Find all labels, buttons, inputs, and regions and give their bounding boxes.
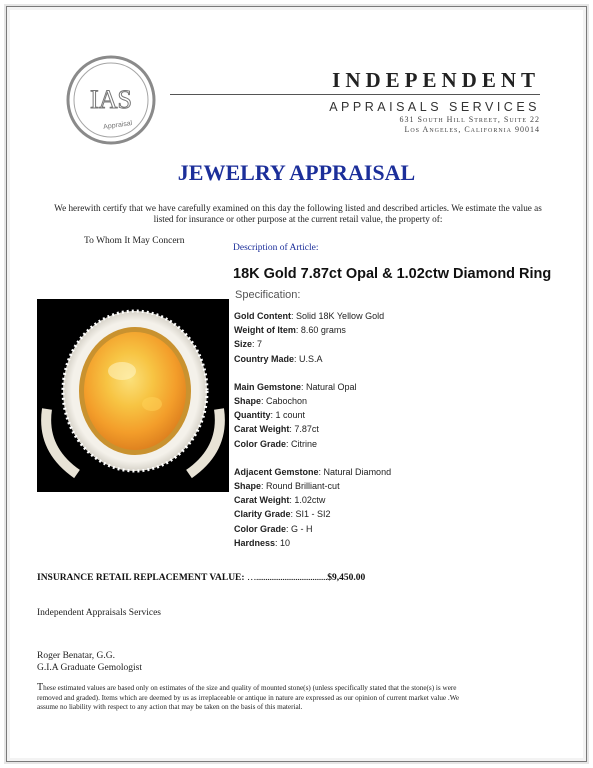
- spec-value: 7.87ct: [294, 424, 319, 435]
- disclaimer: [37, 683, 477, 713]
- spec-value: U.S.A: [299, 353, 323, 364]
- spec-value: SI1 - SI2: [295, 509, 331, 520]
- description-label: Description of Article:: [233, 243, 319, 253]
- spec-value: Solid 18K Yellow Gold: [296, 311, 385, 321]
- spec-key: Adjacent Gemstone: [234, 466, 319, 477]
- ias-logo: [66, 55, 156, 145]
- spec-key: Color Grade: [234, 523, 287, 534]
- spec-row: Shape: Round Brilliant-cut: [234, 481, 340, 492]
- company-address-line1: 631 South Hill Street, Suite 22: [399, 115, 540, 124]
- signer-title: G.I.A Graduate Gemologist: [37, 662, 143, 673]
- spec-row: Size: 7: [234, 339, 263, 350]
- spec-key: Gold Content: [234, 311, 291, 321]
- specifications: [234, 309, 564, 550]
- spec-value: Natural Diamond: [323, 466, 392, 477]
- recipient: To Whom It May Concern: [84, 236, 185, 246]
- spec-row: Carat Weight: 7.87ct: [234, 424, 319, 435]
- spec-value: Round Brilliant-cut: [266, 481, 340, 492]
- spec-key: Carat Weight: [234, 495, 290, 506]
- logo-caption: Appraisal: [102, 120, 133, 132]
- opal-stone: [84, 332, 186, 450]
- spec-value: G - H: [291, 523, 313, 534]
- spec-row: Carat Weight: 1.02ctw: [234, 495, 326, 506]
- spec-value: 7: [257, 339, 263, 350]
- header-rule: [170, 94, 540, 95]
- spec-key: Size: [234, 339, 253, 350]
- spec-row: Color Grade: Citrine: [234, 438, 318, 449]
- spec-key: Country Made: [234, 353, 295, 364]
- spec-row: Hardness: 10: [234, 537, 291, 548]
- spec-key: Main Gemstone: [234, 381, 302, 392]
- spec-row: Quantity: 1 count: [234, 410, 306, 421]
- signer-name: Roger Benatar, G.G.: [37, 651, 115, 661]
- spec-value: 1 count: [275, 410, 306, 421]
- disclaimer-text: hese estimated values are based only on estimates of the size and quality of mounted stone(s) (unless specifically stated that the stone(s) is were removed and graded). Items which are deemed by us as irreplaceable or antique in nature are expressed as our opinion of current market value .We assume no liability with respect to any action that may be taken on the basis of this material.: [37, 684, 460, 711]
- disclaimer-initial: T: [37, 682, 44, 693]
- spec-key: Hardness: [234, 537, 276, 548]
- spec-row: Main Gemstone: Natural Opal: [234, 381, 357, 392]
- company-address-line2: Los Angeles, California 90014: [404, 125, 540, 134]
- logo-monogram: IAS: [90, 85, 132, 114]
- spec-key: Quantity: [234, 410, 271, 421]
- company-name: INDEPENDENT: [332, 68, 540, 92]
- spec-value: 1.02ctw: [294, 495, 326, 506]
- spec-value: 10: [280, 537, 291, 548]
- insurance-value-line: [37, 573, 365, 583]
- issuer-name: Independent Appraisals Services: [37, 608, 161, 618]
- spec-key: Clarity Grade: [234, 509, 291, 520]
- page-title: JEWELRY APPRAISAL: [177, 160, 416, 185]
- spec-value: Cabochon: [266, 396, 308, 407]
- spec-key: Shape: [234, 481, 262, 492]
- spec-row: Weight of Item: 8.60 grams: [234, 325, 346, 336]
- insurance-amount: $9,450.00: [327, 573, 366, 583]
- specification-label: Specification:: [235, 289, 301, 301]
- spec-row: Color Grade: G - H: [234, 523, 313, 534]
- spec-key: Shape: [234, 396, 262, 407]
- spec-row: Clarity Grade: SI1 - SI2: [234, 509, 331, 520]
- spec-row: Gold Content: Solid 18K Yellow Gold: [234, 311, 385, 321]
- spec-row: Adjacent Gemstone: Natural Diamond: [234, 466, 392, 477]
- item-title: 18K Gold 7.87ct Opal & 1.02ctw Diamond Ring: [233, 266, 552, 282]
- spec-key: Color Grade: [234, 438, 287, 449]
- company-subtitle: APPRAISALS SERVICES: [329, 100, 540, 114]
- insurance-leader-dots: …......................................: [246, 573, 328, 583]
- company-header: [170, 68, 540, 135]
- spec-row: Shape: Cabochon: [234, 396, 308, 407]
- spec-value: 8.60 grams: [300, 325, 346, 336]
- spec-key: Carat Weight: [234, 424, 290, 435]
- spec-value: Citrine: [291, 438, 318, 449]
- certification-text: We herewith certify that we have carefully examined on this day the following listed and described articles. We estimate the value as listed for insurance or other purpose at the current retail value, the property of:: [54, 203, 542, 224]
- spec-value: Natural Opal: [306, 381, 357, 392]
- signature-block: [37, 651, 142, 674]
- ring-photo: [37, 299, 229, 492]
- insurance-label: INSURANCE RETAIL REPLACEMENT VALUE:: [37, 573, 245, 583]
- spec-key: Weight of Item: [234, 325, 296, 336]
- spec-row: Country Made: U.S.A: [234, 353, 323, 364]
